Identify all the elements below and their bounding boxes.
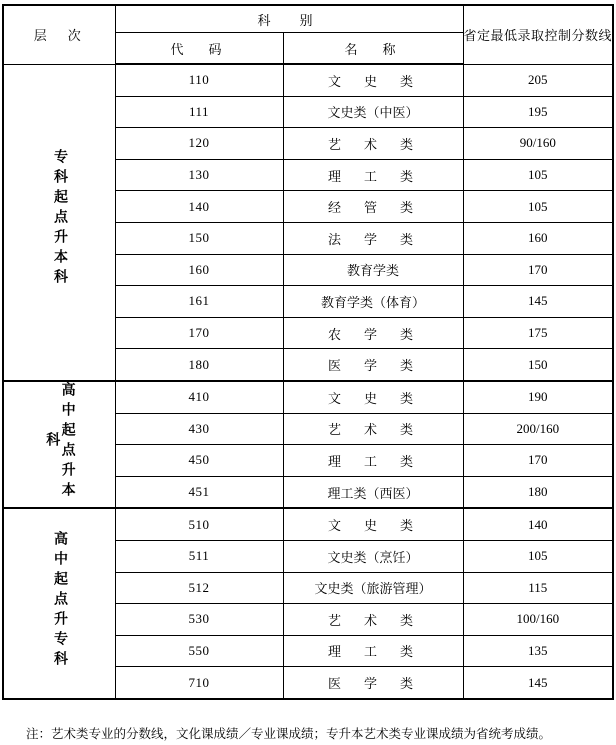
cut-score-value: 205 (463, 64, 613, 96)
table-row (3, 381, 613, 413)
subject-code: 510 (115, 508, 283, 540)
subject-name: 医 学 类 (283, 349, 463, 381)
subject-code: 110 (115, 64, 283, 96)
cut-score-value: 145 (463, 667, 613, 699)
subject-name: 理 工 类 (283, 159, 463, 191)
cut-score-value: 115 (463, 572, 613, 604)
level-cell-1 (3, 64, 115, 381)
subject-name: 医 学 类 (283, 667, 463, 699)
table-body (3, 64, 613, 699)
header-subject: 科 别 (115, 5, 463, 33)
header-name: 名 称 (283, 33, 463, 65)
subject-code: 430 (115, 413, 283, 445)
subject-name: 文史类（中医） (283, 96, 463, 128)
cut-score-value: 180 (463, 476, 613, 508)
score-line-document (0, 4, 616, 745)
subject-name: 法 学 类 (283, 222, 463, 254)
subject-code: 170 (115, 317, 283, 349)
subject-name: 文 史 类 (283, 64, 463, 96)
subject-name: 文史类（旅游管理） (283, 572, 463, 604)
cut-score-value: 90/160 (463, 128, 613, 160)
subject-code: 451 (115, 476, 283, 508)
level-cell-2 (3, 381, 115, 508)
subject-name: 文史类（烹饪） (283, 540, 463, 572)
subject-name: 艺 术 类 (283, 128, 463, 160)
subject-name: 教育学类（体育） (283, 286, 463, 318)
table-head (3, 5, 613, 64)
subject-name: 文 史 类 (283, 381, 463, 413)
subject-code: 150 (115, 222, 283, 254)
level-label: 高中起点升专科 (51, 530, 67, 671)
cut-score-value: 170 (463, 445, 613, 477)
cut-score-value: 105 (463, 540, 613, 572)
subject-code: 160 (115, 254, 283, 286)
cut-score-value: 145 (463, 286, 613, 318)
subject-code: 511 (115, 540, 283, 572)
subject-name: 教育学类 (283, 254, 463, 286)
table-footnote: 注：艺术类专业的分数线，文化课成绩／专业课成绩；专升本艺术类专业课成绩为省统考成绩。 (26, 727, 552, 741)
subject-code: 410 (115, 381, 283, 413)
subject-code: 180 (115, 349, 283, 381)
admission-score-table (2, 4, 614, 700)
cut-score-value: 105 (463, 159, 613, 191)
subject-name: 艺 术 类 (283, 413, 463, 445)
subject-name: 艺 术 类 (283, 604, 463, 636)
subject-code: 130 (115, 159, 283, 191)
level-cell-3 (3, 508, 115, 699)
cut-score-value: 190 (463, 381, 613, 413)
subject-name: 经 管 类 (283, 191, 463, 223)
subject-code: 512 (115, 572, 283, 604)
cut-score-value: 100/160 (463, 604, 613, 636)
level-label: 高中起点升本科 (44, 381, 75, 502)
header-level: 层 次 (3, 5, 115, 64)
subject-name: 农 学 类 (283, 317, 463, 349)
subject-name: 理 工 类 (283, 445, 463, 477)
cut-score-value: 175 (463, 317, 613, 349)
subject-code: 120 (115, 128, 283, 160)
header-row-top (3, 5, 613, 33)
subject-name: 理 工 类 (283, 635, 463, 667)
level-label: 专科起点升本科 (51, 149, 67, 290)
subject-code: 450 (115, 445, 283, 477)
table-row (3, 64, 613, 96)
cut-score-value: 200/160 (463, 413, 613, 445)
cut-score-value: 140 (463, 508, 613, 540)
subject-code: 161 (115, 286, 283, 318)
subject-code: 550 (115, 635, 283, 667)
subject-code: 111 (115, 96, 283, 128)
cut-score-value: 170 (463, 254, 613, 286)
subject-name: 理工类（西医） (283, 476, 463, 508)
header-cut-score: 省定最低录取控制分数线 (463, 5, 613, 64)
header-code: 代 码 (115, 33, 283, 65)
table-row (3, 508, 613, 540)
cut-score-value: 105 (463, 191, 613, 223)
subject-name: 文 史 类 (283, 508, 463, 540)
cut-score-value: 160 (463, 222, 613, 254)
subject-code: 710 (115, 667, 283, 699)
cut-score-value: 135 (463, 635, 613, 667)
subject-code: 530 (115, 604, 283, 636)
cut-score-value: 150 (463, 349, 613, 381)
subject-code: 140 (115, 191, 283, 223)
cut-score-value: 195 (463, 96, 613, 128)
